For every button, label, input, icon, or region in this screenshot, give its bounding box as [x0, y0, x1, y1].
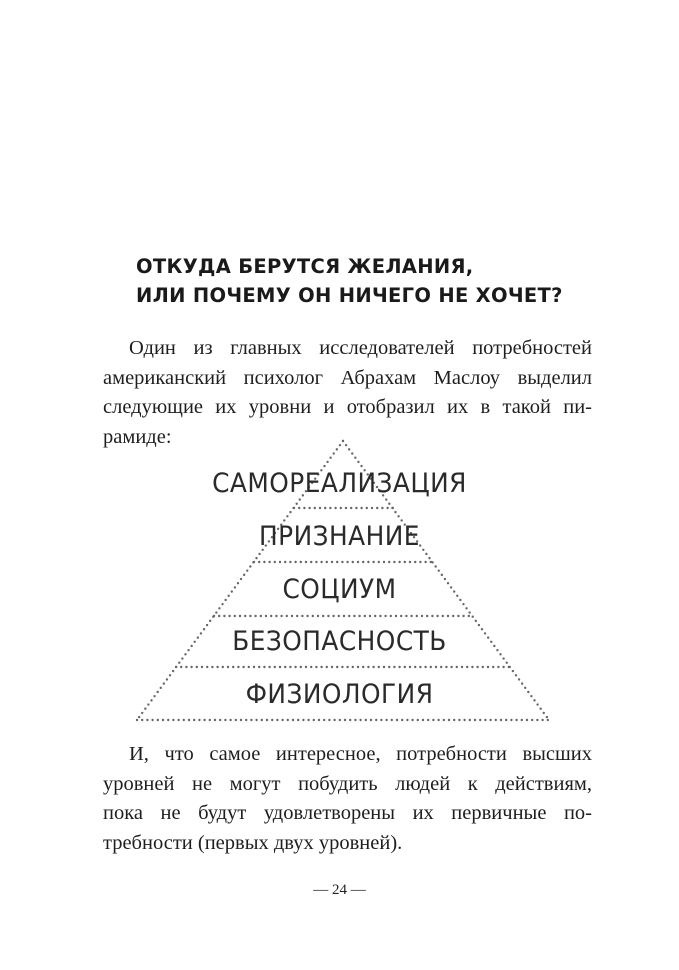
heading-line-1: ОТКУДА БЕРУТСЯ ЖЕЛАНИЯ,: [136, 255, 474, 278]
paragraph-line: рамиде:: [103, 425, 172, 448]
paragraph-line: Один из главных исследователей потребностей: [129, 337, 592, 359]
paragraph-line: пока не будут удовлетворены их первичные по-: [103, 802, 592, 824]
pyramid-level-self-actualization: САМОРЕАЛИЗАЦИЯ: [212, 468, 467, 499]
paragraph-line: американский психолог Абрахам Маслоу выделил: [103, 366, 592, 389]
pyramid-level-physiology: ФИЗИОЛОГИЯ: [245, 679, 434, 710]
page-number: — 24 —: [313, 882, 366, 898]
paragraph-line: следующие их уровни и отобразил их в такой пи-: [103, 396, 592, 418]
paragraph-line: требности (первых двух уровней).: [103, 831, 403, 854]
paragraph-line: И, что самое интересное, потребности высших: [129, 743, 592, 765]
paragraph-conclusion: [103, 740, 592, 858]
paragraph-line: уровней не могут побудить людей к действиям,: [103, 772, 592, 795]
heading-line-2: ИЛИ ПОЧЕМУ ОН НИЧЕГО НЕ ХОЧЕТ?: [136, 284, 563, 307]
pyramid-level-society: СОЦИУМ: [282, 574, 397, 605]
pyramid-level-recognition: ПРИЗНАНИЕ: [259, 521, 420, 552]
pyramid-level-safety: БЕЗОПАСНОСТЬ: [232, 626, 447, 657]
